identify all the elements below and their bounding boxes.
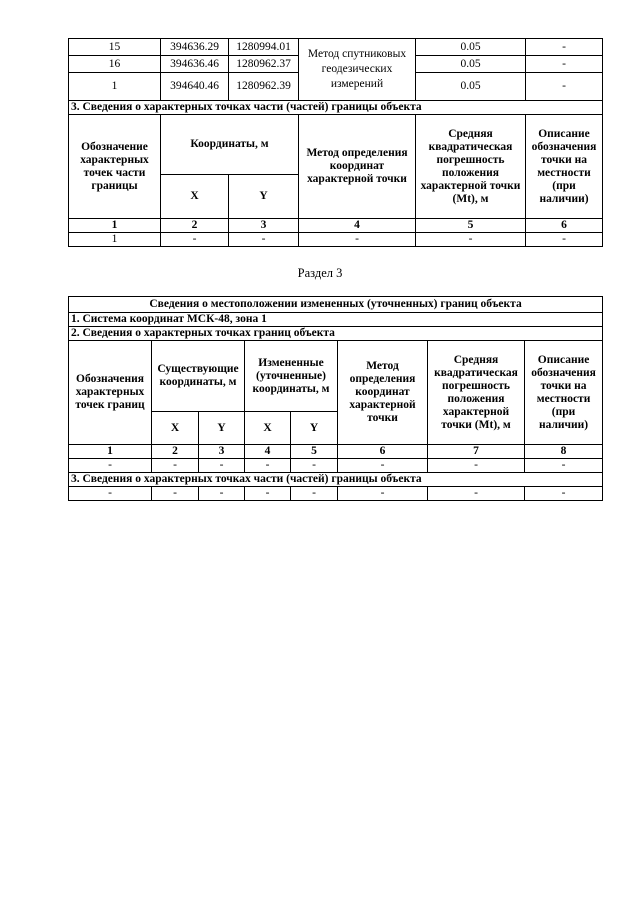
changed-coordinates-header: Измененные (уточненные) координаты, м [245,341,338,412]
x-coordinate-cell: 394636.29 [161,39,229,56]
column-header-row [69,341,603,412]
table-cell: - [152,487,199,501]
table-cell: - [428,487,525,501]
column-number: 3 [229,219,299,233]
y-coordinate-cell: 1280962.39 [229,73,299,101]
boundary-points-table [68,38,603,247]
table-row [69,487,603,501]
table-cell: - [199,459,245,473]
mt-header: Средняя квадратическая погрешность положения характерной точки (Mt), м [416,115,526,219]
method-header: Метод определения координат характерной точки [299,115,416,219]
table-cell: - [245,459,291,473]
column-number: 6 [526,219,603,233]
designation-header: Обозначения характерных точек границ [69,341,152,445]
description-header: Описание обозначения точки на местности (при наличии) [525,341,603,445]
table-cell: - [525,459,603,473]
table-cell: - [199,487,245,501]
column-number: 5 [291,445,338,459]
section-header-row [69,101,603,115]
x-coordinate-cell: 394640.46 [161,73,229,101]
table-cell: - [338,487,428,501]
mt-cell: 0.05 [416,39,526,56]
description-cell: - [526,39,603,56]
mt-cell: 0.05 [416,73,526,101]
x-header: X [152,412,199,445]
method-cell: Метод спутниковых геодезических измерений [299,39,416,101]
table-cell: - [291,459,338,473]
column-number-row [69,445,603,459]
column-number-row [69,219,603,233]
section-heading: 3. Сведения о характерных точках части (частей) границы объекта [69,101,603,115]
description-header: Описание обозначения точки на местности (при наличии) [526,115,603,219]
table-cell: - [526,233,603,247]
section-header-row [69,473,603,487]
table-row [69,233,603,247]
table-title-row [69,297,603,313]
table-cell: - [161,233,229,247]
table-cell: - [291,487,338,501]
column-number: 4 [245,445,291,459]
table-cell: - [69,459,152,473]
section-header-row [69,327,603,341]
table-cell: - [525,487,603,501]
changed-boundary-table [68,296,603,501]
description-cell: - [526,73,603,101]
designation-header: Обозначение характерных точек части границы [69,115,161,219]
section-heading: 2. Сведения о характерных точках границ объекта [69,327,603,341]
table-cell: - [69,487,152,501]
table-cell: - [428,459,525,473]
table-title: Сведения о местоположении измененных (уточненных) границ объекта [69,297,603,313]
table-row [69,459,603,473]
y-header: Y [229,175,299,219]
column-number: 2 [152,445,199,459]
mt-cell: 0.05 [416,56,526,73]
point-number-cell: 1 [69,73,161,101]
table-cell: - [245,487,291,501]
x-header: X [245,412,291,445]
y-header: Y [291,412,338,445]
column-number: 2 [161,219,229,233]
point-number-cell: 16 [69,56,161,73]
table-cell: - [416,233,526,247]
column-number: 1 [69,445,152,459]
table-cell: 1 [69,233,161,247]
column-number: 3 [199,445,245,459]
x-coordinate-cell: 394636.46 [161,56,229,73]
description-cell: - [526,56,603,73]
column-header-row [69,115,603,175]
table-cell: - [338,459,428,473]
mt-header: Средняя квадратическая погрешность положения характерной точки (Mt), м [428,341,525,445]
table-cell: - [229,233,299,247]
x-header: X [161,175,229,219]
section-heading: 3. Сведения о характерных точках части (частей) границы объекта [69,473,603,487]
table-cell: - [299,233,416,247]
column-number: 5 [416,219,526,233]
y-header: Y [199,412,245,445]
column-number: 1 [69,219,161,233]
coordinate-system-heading: 1. Система координат МСК-48, зона 1 [69,313,603,327]
point-number-cell: 15 [69,39,161,56]
table-row [69,39,603,56]
table-cell: - [152,459,199,473]
coordinates-header: Координаты, м [161,115,299,175]
existing-coordinates-header: Существующие координаты, м [152,341,245,412]
column-number: 6 [338,445,428,459]
y-coordinate-cell: 1280962.37 [229,56,299,73]
section-header-row [69,313,603,327]
section-title: Раздел 3 [297,266,343,280]
column-number: 7 [428,445,525,459]
column-number: 8 [525,445,603,459]
method-header: Метод определения координат характерной точки [338,341,428,445]
column-number: 4 [299,219,416,233]
y-coordinate-cell: 1280994.01 [229,39,299,56]
